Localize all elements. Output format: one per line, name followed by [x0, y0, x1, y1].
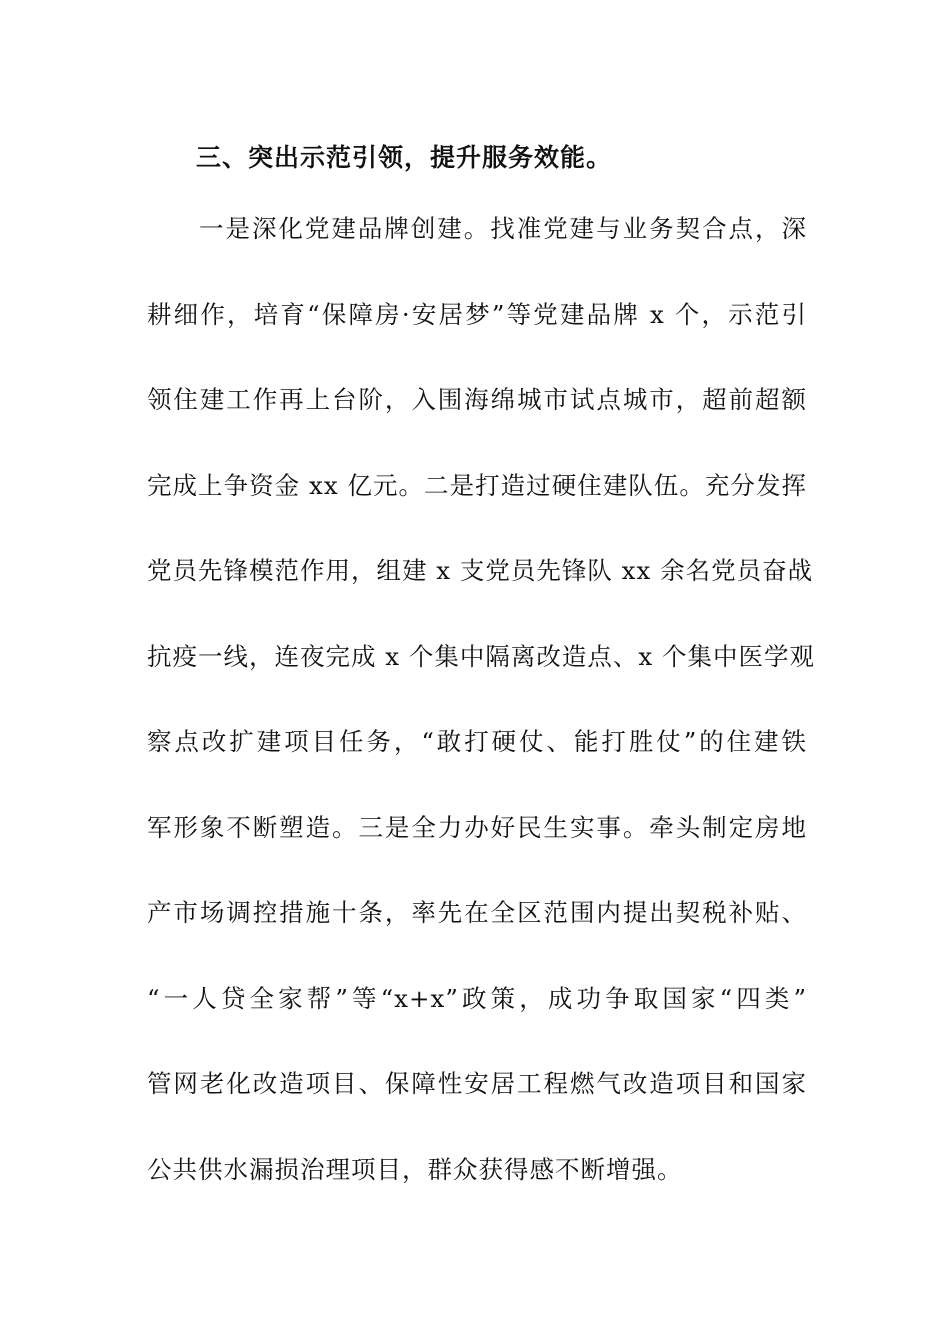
paragraph-line: “一人贷全家帮”等“x+x”政策，成功争取国家“四类”: [147, 983, 807, 1013]
paragraph-line: 管网老化改造项目、保障性安居工程燃气改造项目和国家: [147, 1069, 807, 1098]
section-heading: 三、突出示范引领，提升服务效能。: [196, 143, 613, 172]
paragraph-line: 军形象不断塑造。三是全力办好民生实事。牵头制定房地: [147, 812, 807, 842]
paragraph-line: 产市场调控措施十条，率先在全区范围内提出契税补贴、: [147, 898, 807, 927]
paragraph-line: 抗疫一线，连夜完成 x 个集中隔离改造点、x 个集中医学观: [147, 641, 815, 671]
paragraph-line: 耕细作，培育“保障房·安居梦”等党建品牌 x 个，示范引: [147, 299, 807, 329]
paragraph-line: 党员先锋模范作用，组建 x 支党员先锋队 xx 余名党员奋战: [147, 556, 814, 585]
paragraph-line: 察点改扩建项目任务，“敢打硬仗、能打胜仗”的住建铁: [147, 727, 807, 756]
paragraph-line: 领住建工作再上台阶，入围海绵城市试点城市，超前超额: [147, 385, 807, 414]
paragraph-line: 一是深化党建品牌创建。找准党建与业务契合点，深: [199, 214, 807, 243]
paragraph-line: 公共供水漏损治理项目，群众获得感不断增强。: [147, 1154, 683, 1184]
body-paragraph: [147, 209, 815, 1235]
paragraph-line: 完成上争资金 xx 亿元。二是打造过硬住建队伍。充分发挥: [147, 470, 807, 500]
